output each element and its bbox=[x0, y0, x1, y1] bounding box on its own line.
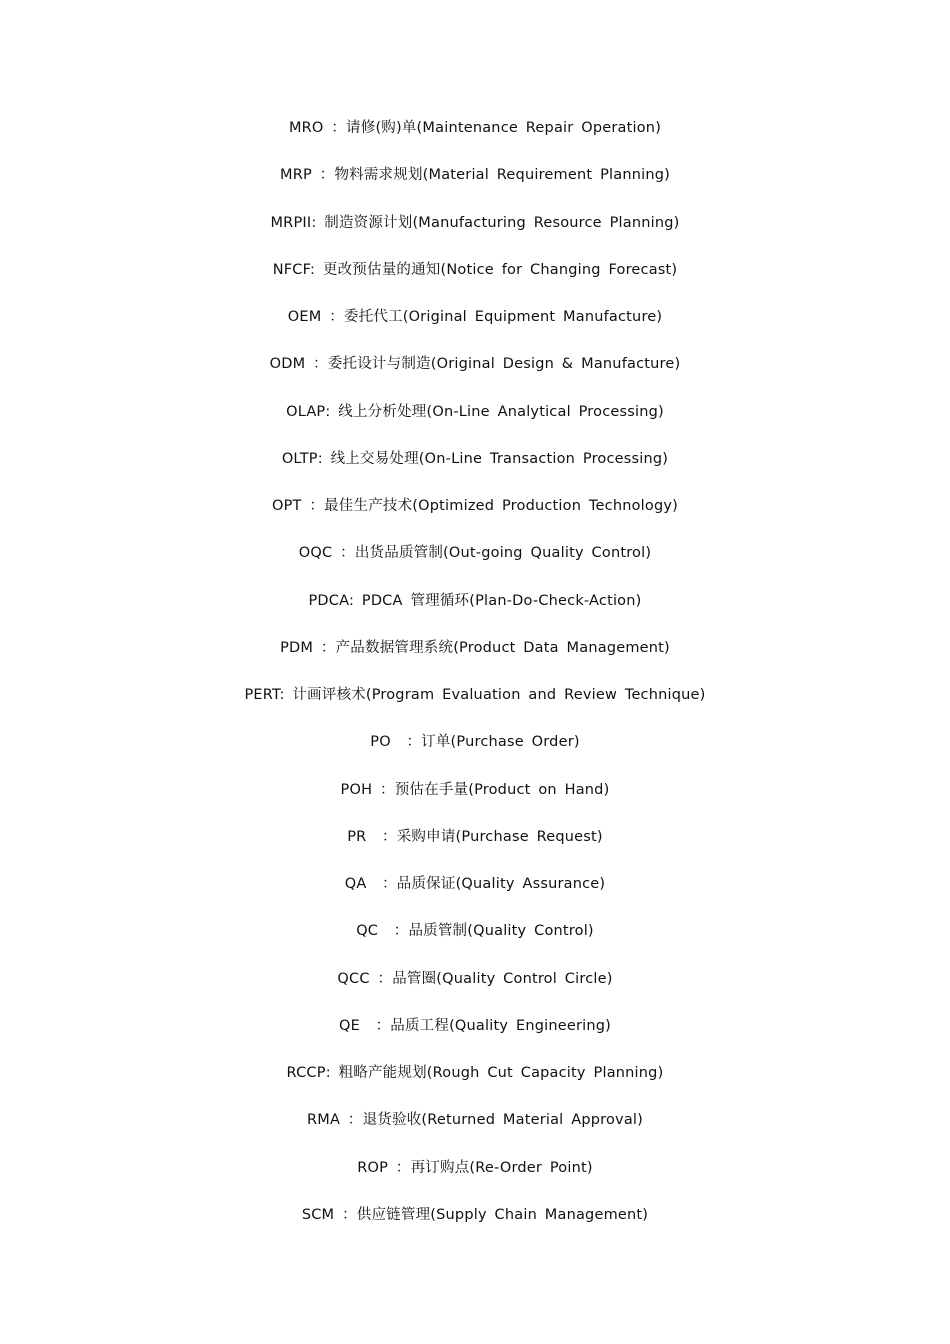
glossary-entry-rccp: RCCP: 粗略产能规划(Rough Cut Capacity Planning) bbox=[286, 1065, 664, 1081]
glossary-entry-pert: PERT: 计画评核术(Program Evaluation and Review Technique) bbox=[244, 687, 706, 703]
glossary-entry-poh: POH ：预估在手量(Product on Hand) bbox=[340, 781, 610, 798]
glossary-entry-pdm: PDM ：产品数据管理系统(Product Data Management) bbox=[280, 639, 670, 656]
glossary-entry-qc: QC ：品质管制(Quality Control) bbox=[356, 923, 594, 940]
glossary-entry-pdca: PDCA: PDCA 管理循环(Plan-Do-Check-Action) bbox=[308, 592, 642, 609]
glossary-entry-odm: ODM ：委托设计与制造(Original Design & Manufacture) bbox=[269, 356, 681, 373]
glossary-entry-pr: PR ：采购申请(Purchase Request) bbox=[347, 828, 603, 845]
glossary-entry-rma: RMA ：退货验收(Returned Material Approval) bbox=[306, 1112, 644, 1129]
glossary-entry-olap: OLAP: 线上分析处理(On-Line Analytical Processing) bbox=[286, 403, 664, 420]
glossary-entry-scm: SCM ：供应链管理(Supply Chain Management) bbox=[301, 1206, 649, 1223]
glossary-entry-qe: QE ：品质工程(Quality Engineering) bbox=[338, 1017, 612, 1034]
glossary-entry-opt: OPT ：最佳生产技术(Optimized Production Technology) bbox=[271, 498, 679, 514]
glossary-entry-rop: ROP ：再订购点(Re-Order Point) bbox=[357, 1159, 593, 1176]
glossary-entry-oem: OEM ：委托代工(Original Equipment Manufacture) bbox=[287, 309, 663, 325]
glossary-entry-oltp: OLTP: 线上交易处理(On-Line Transaction Processing) bbox=[281, 450, 669, 467]
glossary-entry-po: PO ：订单(Purchase Order) bbox=[370, 734, 580, 751]
glossary-entry-mrpii: MRPII: 制造资源计划(Manufacturing Resource Planning) bbox=[270, 214, 680, 231]
glossary-entry-nfcf: NFCF: 更改预估量的通知(Notice for Changing Forecast) bbox=[272, 261, 678, 278]
glossary-list bbox=[0, 114, 950, 1248]
glossary-entry-mro: MRO ：请修(购)单(Maintenance Repair Operation) bbox=[288, 120, 662, 136]
glossary-entry-qa: QA ：品质保证(Quality Assurance) bbox=[344, 876, 606, 892]
glossary-entry-qcc: QCC ：品管圈(Quality Control Circle) bbox=[337, 970, 613, 987]
glossary-entry-mrp: MRP ：物料需求规划(Material Requirement Planning) bbox=[280, 167, 670, 184]
glossary-entry-oqc: OQC ：出货品质管制(Out-going Quality Control) bbox=[298, 545, 652, 562]
